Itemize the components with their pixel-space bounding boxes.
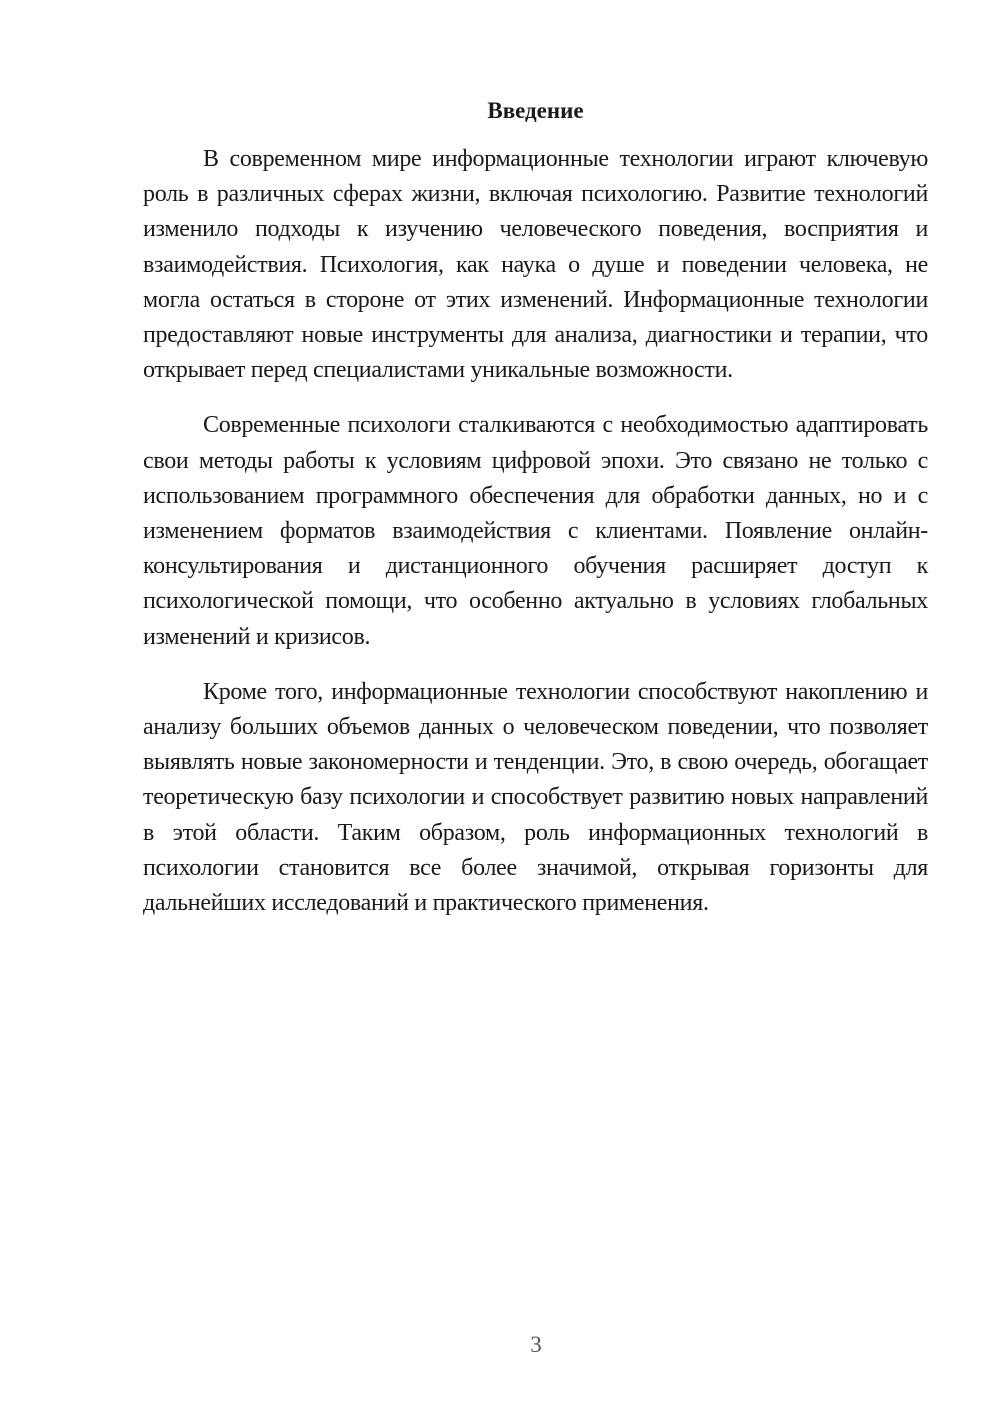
page-title: Введение (487, 98, 584, 123)
paragraph-1: В современном мире информационные технологии играют ключевую роль в различных сферах жизни, включая психологию. Развитие технологий изменило подходы к изучению человеческого поведения, восприятия и взаимодействия. Психология, как наука о душе и поведении человека, не могла остаться в стороне от этих изменений. Информационные технологии предоставляют новые инструменты для анализа, диагностики и терапии, что открывает перед специалистами уникальные возможности. (143, 146, 928, 384)
paragraph-2: Современные психологи сталкиваются с необходимостью адаптировать свои методы работы к условиям цифровой эпохи. Это связано не только с использованием программного обеспечения для обработки данных, но и с изменением форматов взаимодействия с клиентами. Появление онлайн-консультирования и дистанционного обучения расширяет доступ к психологической помощи, что особенно актуально в условиях глобальных изменений и кризисов. (143, 412, 928, 650)
body-text (143, 142, 928, 941)
page-number: 3 (530, 1332, 542, 1357)
paragraph-3: Кроме того, информационные технологии способствуют накоплению и анализу больших объемов данных о человеческом поведении, что позволяет выявлять новые закономерности и тенденции. Это, в свою очередь, обогащает теоретическую базу психологии и способствует развитию новых направлений в этой области. Таким образом, роль информационных технологий в психологии становится все более значимой, открывая горизонты для дальнейших исследований и практического применения. (143, 678, 928, 917)
